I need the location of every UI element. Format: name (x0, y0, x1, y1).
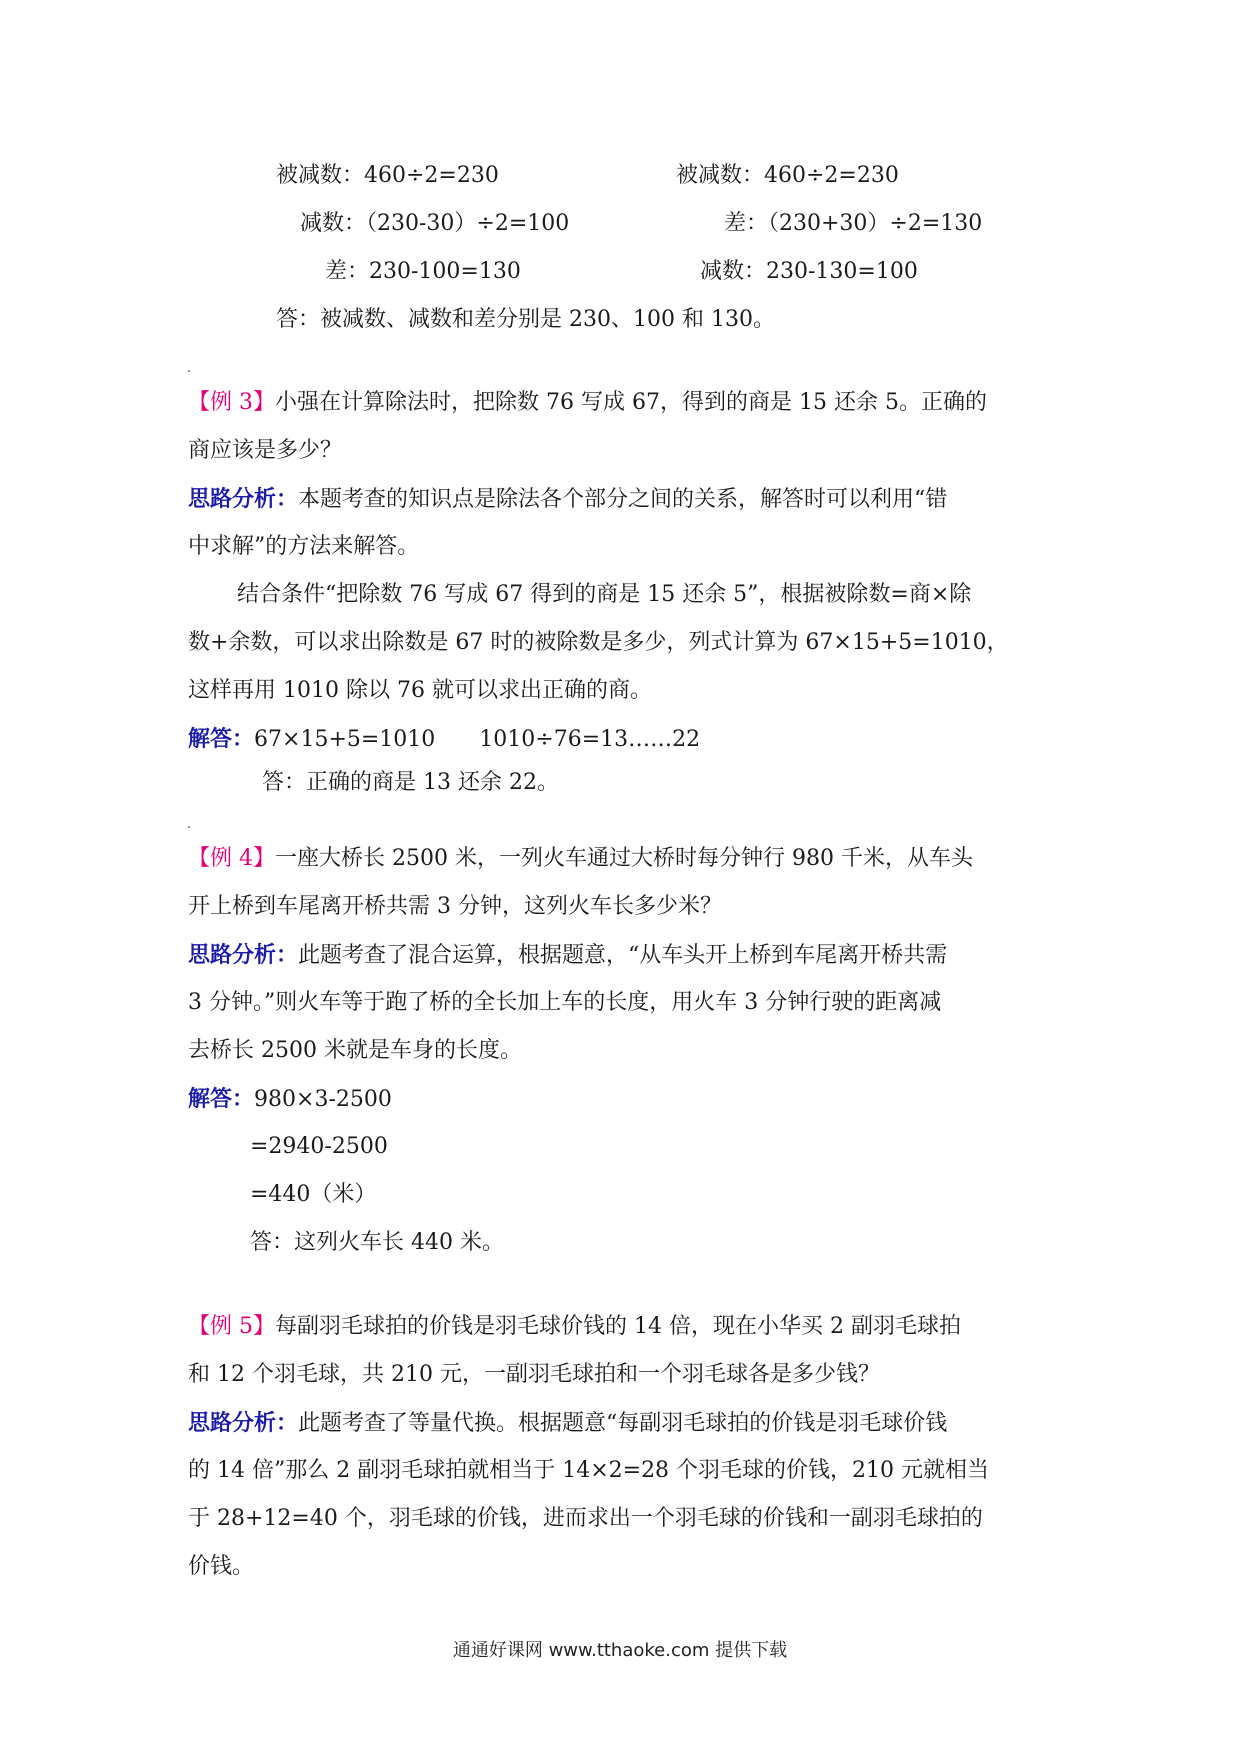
left-subtrahend: 减数：（230-30）÷2=100 (300, 211, 570, 236)
scan-dot (188, 370, 190, 372)
example4-analysis-text: 此题考查了混合运算，根据题意，“从车头开上桥到车尾离开桥共需 (298, 943, 948, 968)
example3-question-text: 小强在计算除法时，把除数 76 写成 67，得到的商是 15 还余 5。正确的 (275, 390, 987, 415)
example4-question-line2: 开上桥到车尾离开桥共需 3 分钟，这列火车长多少米？ (188, 894, 722, 919)
example5-analysis-line1 (188, 1412, 947, 1435)
example3-analysis-line1 (188, 488, 947, 511)
example3-question-line1 (188, 392, 987, 414)
example3-analysis-label: 思路分析： (188, 486, 299, 512)
example4-question-text: 一座大桥长 2500 米，一列火车通过大桥时每分钟行 980 千米，从车头 (275, 846, 973, 871)
example4-analysis-line2: 3 分钟。”则火车等于跑了桥的全长加上车的长度，用火车 3 分钟行驶的距离减 (188, 990, 942, 1015)
example3-solution-label: 解答： (188, 726, 255, 752)
example3-question-line2: 商应该是多少？ (188, 438, 343, 463)
left-difference: 差：230-100=130 (325, 259, 521, 284)
example5-tag: 【例 5】 (188, 1314, 275, 1339)
example4-analysis-label: 思路分析： (188, 942, 299, 968)
page-footer: 通通好课网 www.tthaoke.com 提供下载 (452, 1640, 788, 1661)
example5-analysis-label: 思路分析： (188, 1410, 299, 1436)
example3-analysis-line2: 中求解”的方法来解答。 (188, 534, 420, 559)
example5-analysis-text: 此题考查了等量代换。根据题意“每副羽毛球拍的价钱是羽毛球价钱 (298, 1411, 948, 1436)
scan-dot (188, 826, 190, 828)
example3-solution-text: 67×15+5=1010 1010÷76=13……22 (254, 727, 701, 752)
left-minuend: 被减数：460÷2=230 (276, 163, 499, 188)
example4-tag: 【例 4】 (188, 846, 275, 871)
right-minuend: 被减数：460÷2=230 (676, 163, 899, 188)
example4-solution (188, 1088, 392, 1111)
example4-solution-step2: =2940-2500 (250, 1134, 388, 1159)
example5-analysis-line2: 的 14 倍”那么 2 副羽毛球拍就相当于 14×2=28 个羽毛球的价钱，210 元就相当 (188, 1458, 990, 1483)
example4-solution-step1: 980×3-2500 (254, 1087, 392, 1112)
example5-analysis-line4: 价钱。 (188, 1554, 255, 1579)
example3-analysis-text: 本题考查的知识点是除法各个部分之间的关系，解答时可以利用“错 (298, 487, 948, 512)
example3-analysis-line3: 结合条件“把除数 76 写成 67 得到的商是 15 还余 5”，根据被除数=商×除 (237, 582, 972, 607)
right-difference: 差：（230+30）÷2=130 (724, 211, 983, 236)
example4-analysis-line3: 去桥长 2500 米就是车身的长度。 (188, 1038, 522, 1063)
example4-question-line1 (188, 848, 973, 870)
example3-tag: 【例 3】 (188, 390, 275, 415)
example3-solution (188, 728, 700, 751)
block-answer: 答：被减数、减数和差分别是 230、100 和 130。 (276, 307, 775, 332)
example4-answer: 答：这列火车长 440 米。 (250, 1230, 504, 1255)
example3-analysis-line4: 数+余数，可以求出除数是 67 时的被除数是多少，列式计算为 67×15+5=1010， (188, 630, 1009, 655)
example4-solution-label: 解答： (188, 1086, 255, 1112)
example5-question-text: 每副羽毛球拍的价钱是羽毛球价钱的 14 倍，现在小华买 2 副羽毛球拍 (275, 1314, 961, 1339)
example4-analysis-line1 (188, 944, 947, 967)
example4-solution-step3: =440（米） (250, 1182, 377, 1207)
example5-question-line2: 和 12 个羽毛球，共 210 元，一副羽毛球拍和一个羽毛球各是多少钱？ (188, 1362, 880, 1387)
example5-question-line1 (188, 1316, 961, 1338)
right-subtrahend: 减数：230-130=100 (700, 259, 918, 284)
example3-analysis-line5: 这样再用 1010 除以 76 就可以求出正确的商。 (188, 678, 652, 703)
example3-answer: 答：正确的商是 13 还余 22。 (262, 770, 559, 795)
example5-analysis-line3: 于 28+12=40 个，羽毛球的价钱，进而求出一个羽毛球的价钱和一副羽毛球拍的 (188, 1506, 983, 1531)
